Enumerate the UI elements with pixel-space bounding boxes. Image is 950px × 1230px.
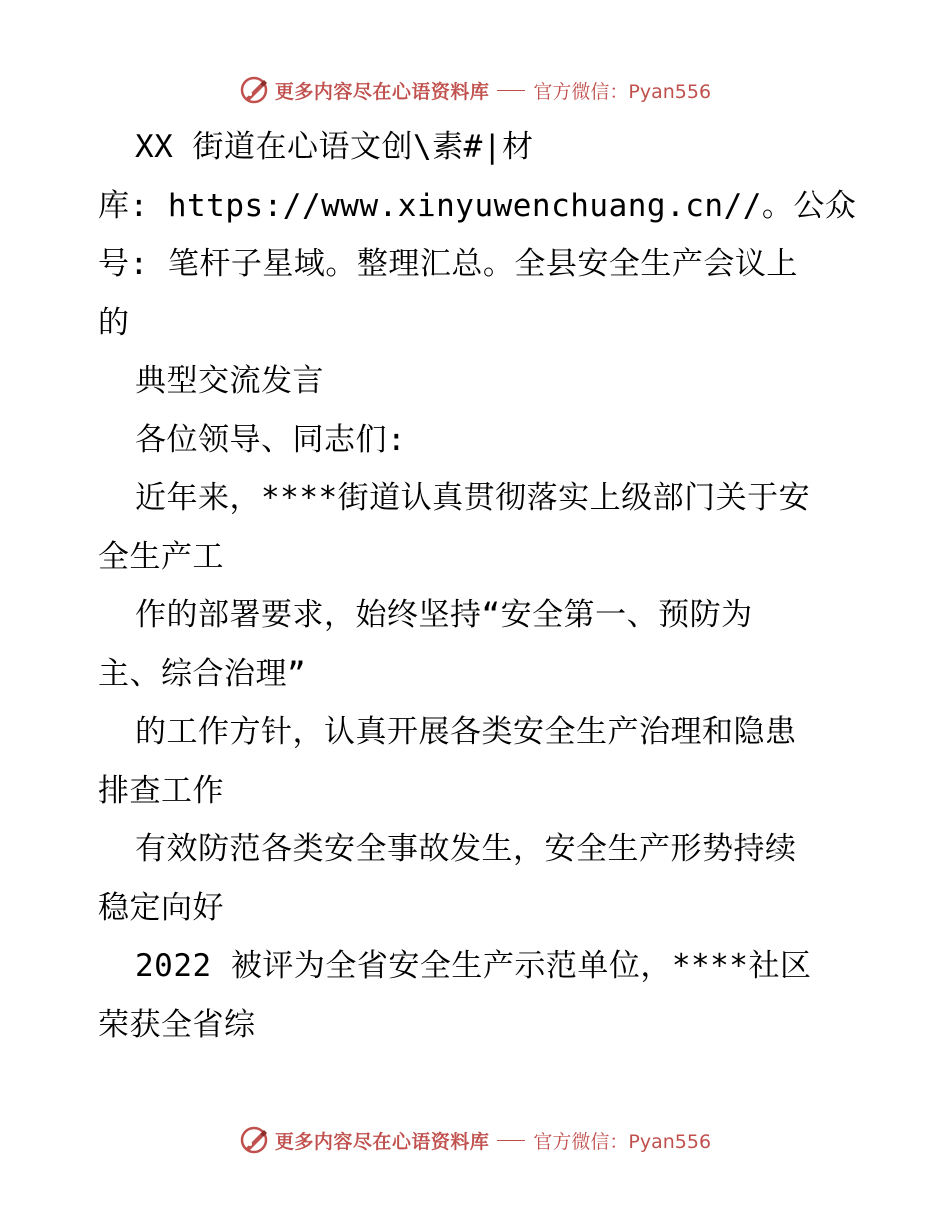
header-banner	[0, 70, 950, 110]
banner-site-text: 更多内容尽在心语资料库	[274, 1130, 490, 1153]
banner-site-text: 更多内容尽在心语资料库	[274, 80, 490, 103]
body-line: XX 街道在心语文创\素#|材	[135, 129, 534, 165]
body-line: 的工作方针，认真开展各类安全生产治理和隐患	[135, 714, 797, 750]
pen-logo-icon	[239, 1125, 269, 1155]
body-line: 有效防范各类安全事故发生，安全生产形势持续	[135, 831, 797, 867]
pen-logo-icon	[239, 75, 269, 105]
body-line: 主、综合治理”	[98, 655, 307, 692]
body-line: 2022 被评为全省安全生产示范单位，****社区	[135, 948, 812, 984]
body-line: 库: https://www.xinyuwenchuang.cn//。公众	[98, 187, 857, 224]
banner-wechat-text: 官方微信：Pyan556	[533, 80, 712, 103]
body-line: 各位领导、同志们:	[135, 421, 407, 458]
body-line: 号: 笔杆子星域。整理汇总。全县安全生产会议上	[98, 246, 798, 282]
body-line: 近年来，****街道认真贯彻落实上级部门关于安	[135, 480, 811, 516]
body-line: 作的部署要求，始终坚持“安全第一、预防为	[135, 597, 753, 633]
footer-banner	[0, 1120, 950, 1160]
body-line: 排查工作	[98, 772, 224, 809]
banner-wechat-text: 官方微信：Pyan556	[533, 1130, 712, 1153]
body-line: 的	[98, 304, 130, 341]
banner-dash	[497, 1140, 525, 1141]
body-line: 全生产工	[98, 538, 224, 575]
body-line: 典型交流发言	[135, 363, 324, 399]
banner-dash	[497, 90, 525, 91]
document-body	[98, 118, 868, 1054]
body-line: 稳定向好	[98, 889, 224, 926]
body-line: 荣获全省综	[98, 1006, 256, 1043]
